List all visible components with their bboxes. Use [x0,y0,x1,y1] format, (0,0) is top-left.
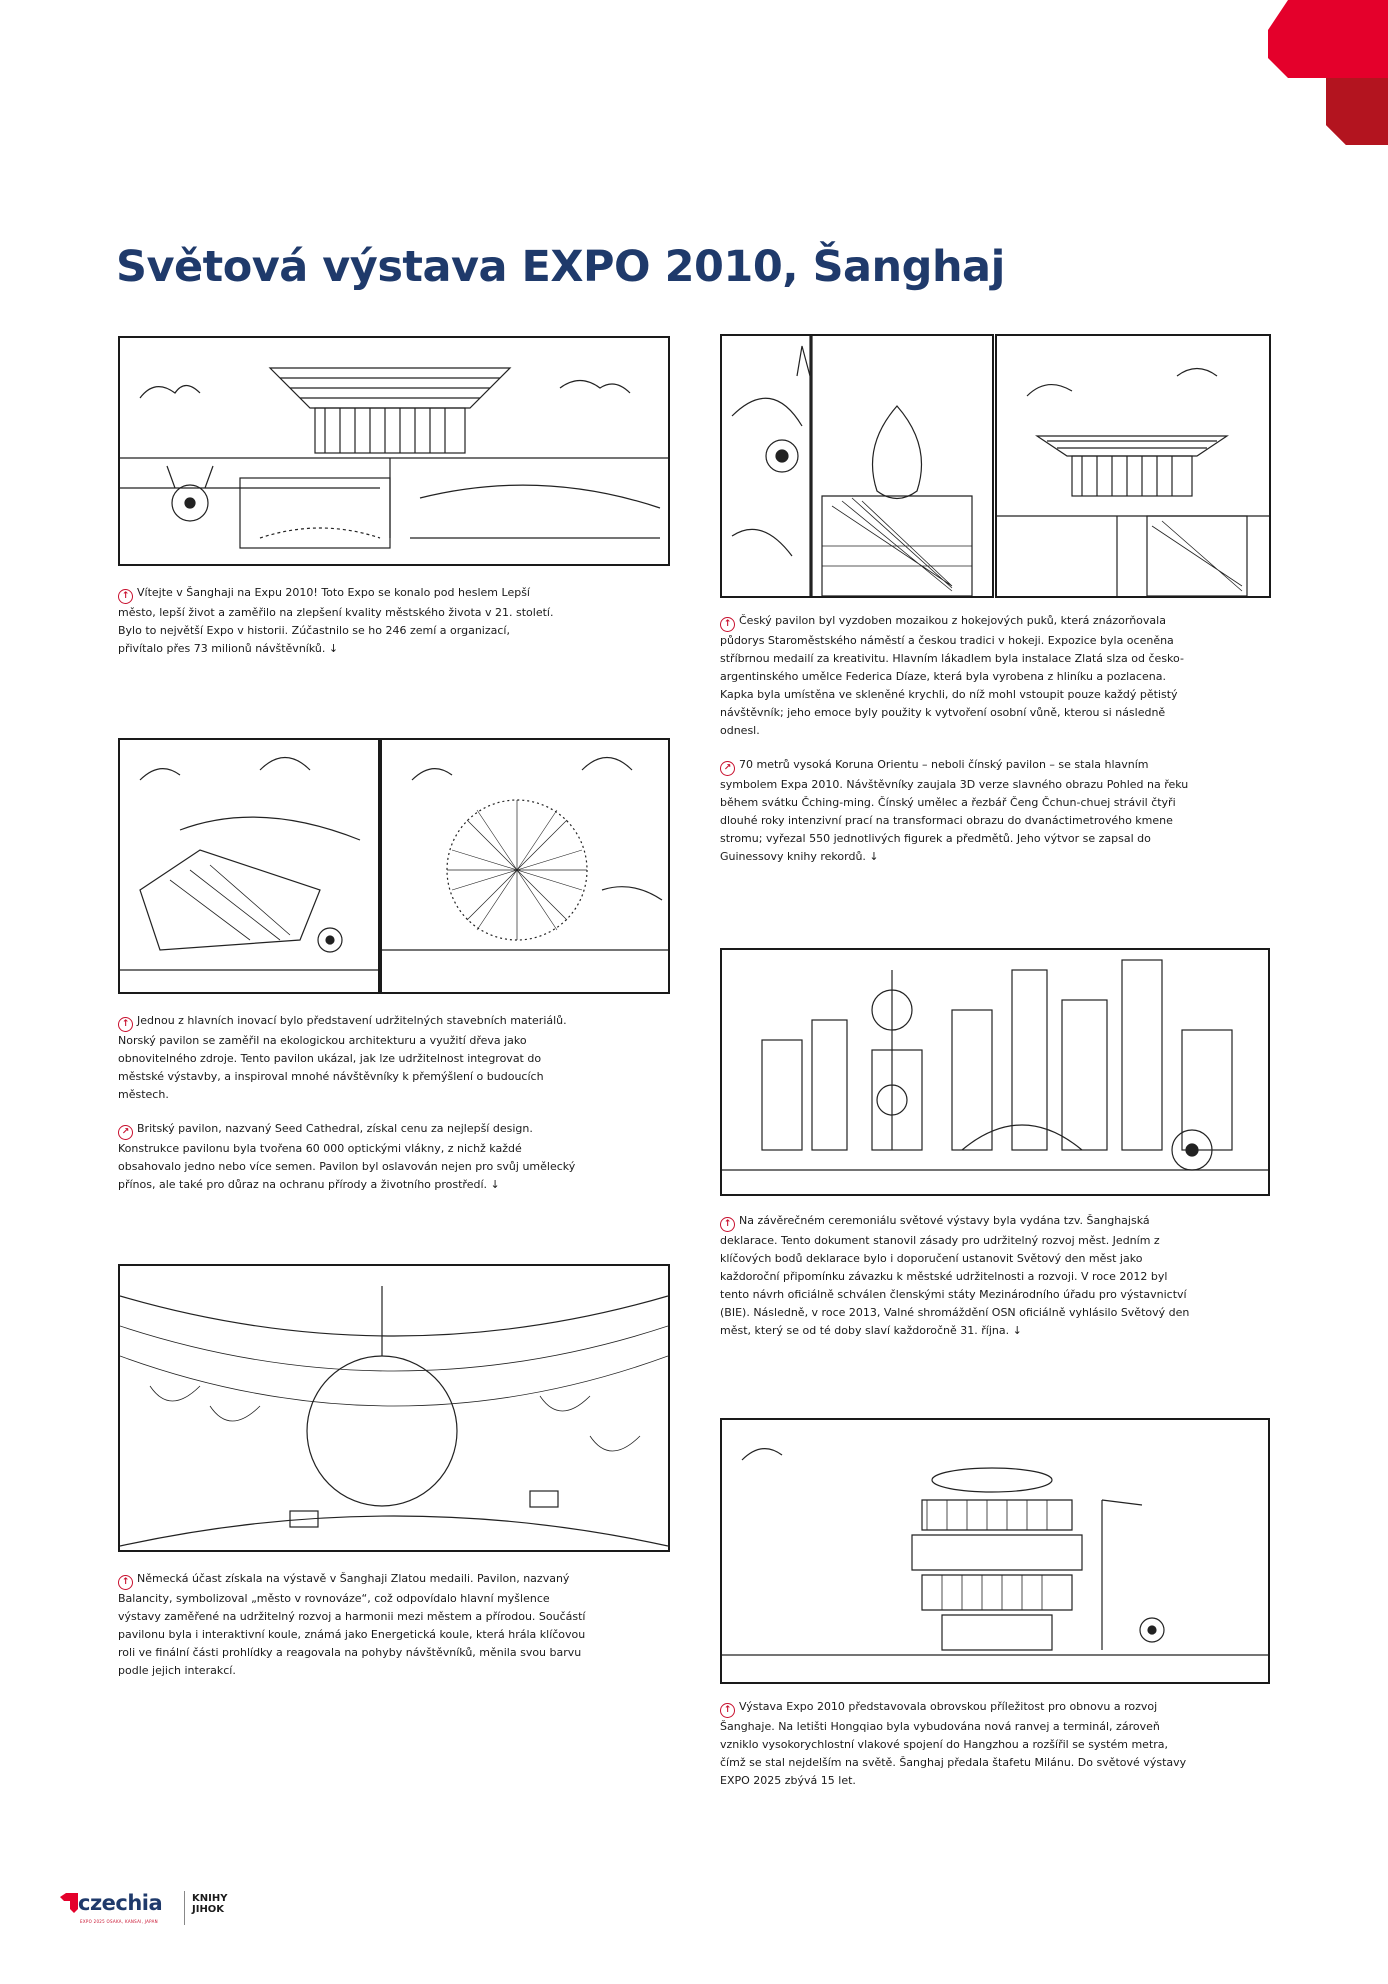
paragraph: Český pavilon byl vyzdoben mozaikou z hokejových puků, která znázorňovala půdorys Staroměstského náměstí a českou tradici v hokeji. Expozice byla oceněna stříbrnou medailí za kreativitu. Hlavním lákadlem byla instalace Zlatá slza od česko-argentinského umělce Federica Díaze, která byla vyrobena z hliníku a pozlacena. Kapka byla umístěna ve skleněné krychli, do níž mohl vstoupit pouze každý pětistý návštěvník; jeho emoce byly použity k vytvoření osobní vůně, kterou si následně odnesl. [720,614,1184,737]
czechia-logo-mark-icon [60,1893,80,1915]
czechia-logo: czechia [78,1891,163,1915]
text-block-germany [118,1570,588,1696]
text-block-intro [118,584,558,674]
arrow-up-icon: ↑ [720,1703,735,1718]
corner-logo-graphic [1218,0,1388,145]
arrow-diagonal-icon: ↗ [118,1125,133,1140]
illustration-golden-tear [720,334,994,598]
arrow-up-icon: ↑ [720,617,735,632]
illustration-norway-pavilion [118,738,380,994]
paragraph: 70 metrů vysoká Koruna Orientu – neboli čínský pavilon – se stala hlavním symbolem Expa 2010. Návštěvníky zaujala 3D verze slavného obrazu Pohled na řeku během svátku Čching-ming. Čínský umělec a řezbář Čeng Čchun-chuej strávil čtyři dlouhé roky intenzivní prací na transformaci obrazu do dvanáctimetrového kmene stromu; vyřezal 550 jednotlivých figurek a předmětů. Jeho výtvor se zapsal do Guinessovy knihy rekordů. ↓ [720,758,1189,863]
illustration-spiral-building [720,1418,1270,1684]
illustration-china-pavilion-crowd [118,336,670,566]
text-block-norway-uk [118,1012,578,1210]
text-block-czech-china [720,612,1196,882]
arrow-up-icon: ↑ [118,589,133,604]
paragraph: Německá účast získala na výstavě v Šanghaji Zlatou medaili. Pavilon, nazvaný Balancity, symbolizoval „město v rovnováze“, což odpovídalo hlavní myšlence výstavy zaměřené na udržitelný rozvoj a harmonii mezi městem a přírodou. Součástí pavilonu byla i interaktivní koule, známá jako Energetická koule, která hrála klíčovou roli ve finální části prohlídky a reagovala na pohyby návštěvníků, měnila svou barvu podle jejich interakcí. [118,1572,586,1677]
illustration-energy-sphere [118,1264,670,1552]
illustration-crown-of-east [995,334,1271,598]
partner-logo: KNIHY JIHOK [192,1893,228,1915]
arrow-up-icon: ↑ [720,1217,735,1232]
logo-divider [184,1891,185,1925]
paragraph: Vítejte v Šanghaji na Expu 2010! Toto Expo se konalo pod heslem Lepší město, lepší život a zaměřilo na zlepšení kvality městského života v 21. století. Bylo to největší Expo v historii. Zúčastnilo se ho 246 zemí a organizací, přivítalo přes 73 milionů návštěvníků. ↓ [118,586,554,655]
arrow-diagonal-icon: ↗ [720,761,735,776]
czechia-logo-subtitle: EXPO 2025 OSAKA, KANSAI, JAPAN [80,1919,158,1924]
arrow-up-icon: ↑ [118,1575,133,1590]
paragraph: Jednou z hlavních inovací bylo představení udržitelných stavebních materiálů. Norský pavilon se zaměřil na ekologickou architekturu a využití dřeva jako obnovitelného zdroje. Tento pavilon ukázal, jak lze udržitelnost integrovat do městské výstavby, a inspiroval mnohé návštěvníky k přemýšlení o budoucích městech. [118,1014,567,1101]
illustration-seed-cathedral [380,738,670,994]
text-block-declaration [720,1212,1196,1356]
text-block-legacy [720,1698,1196,1806]
paragraph: Na závěrečném ceremoniálu světové výstavy byla vydána tzv. Šanghajská deklarace. Tento dokument stanovil zásady pro udržitelný rozvoj měst. Jedním z klíčových bodů deklarace bylo i doporučení ustanovit Světový den měst jako každoroční připomínku závazku k městské udržitelnosti a rozvoji. V roce 2012 byl tento návrh oficiálně schválen členskými státy Mezinárodního úřadu pro výstavnictví (BIE). Následně, v roce 2013, Valné shromáždění OSN oficiálně vyhlásilo Světový den měst, který se od té doby slaví každoročně 31. října. ↓ [720,1214,1190,1337]
arrow-up-icon: ↑ [118,1017,133,1032]
page-title: Světová výstava EXPO 2010, Šanghaj [116,242,1005,292]
paragraph: Výstava Expo 2010 představovala obrovskou příležitost pro obnovu a rozvoj Šanghaje. Na letišti Hongqiao byla vybudována nová ranvej a terminál, zároveň vzniklo vysokorychlostní vlakové spojení do Hangzhou a rozšířil se systém metra, čímž se stal nejdelším na světě. Šanghaj předala štafetu Milánu. Do světové výstavy EXPO 2025 zbývá 15 let. [720,1700,1187,1787]
paragraph: Britský pavilon, nazvaný Seed Cathedral, získal cenu za nejlepší design. Konstrukce pavilonu byla tvořena 60 000 optickými vlákny, z nichž každé obsahovalo jedno nebo více semen. Pavilon byl oslavován nejen pro svůj umělecký přínos, ale také pro důraz na ochranu přírody a životního prostředí. ↓ [118,1122,576,1191]
illustration-shanghai-skyline [720,948,1270,1196]
